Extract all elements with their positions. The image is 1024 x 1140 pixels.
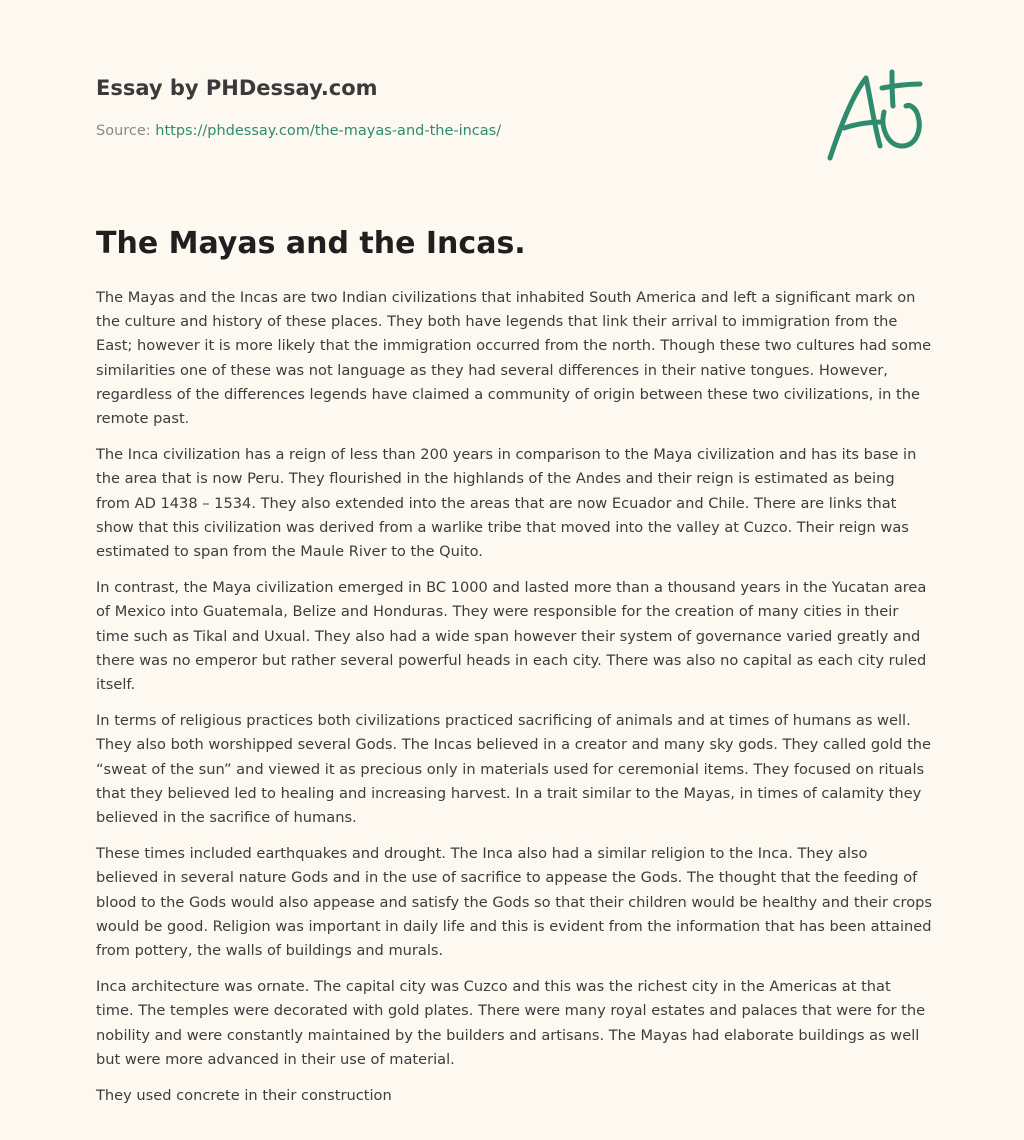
a-plus-logo-icon [822, 66, 932, 166]
essay-paragraph: In contrast, the Maya civilization emerged in BC 1000 and lasted more than a thousand years in the Yucatan area of Mexico into Guatemala, Belize and Honduras. They were responsible for the creation of many cities in their time such as Tikal and Uxual. They also had a wide span however their system of governance varied greatly and there was no emperor but rather several powerful heads in each city. There was also no capital as each city ruled itself. [96, 579, 927, 694]
essay-paragraph: These times included earthquakes and drought. The Inca also had a similar religion to the Inca. They also believed in several nature Gods and in the use of sacrifice to appease the Gods. The thought that the feeding of blood to the Gods would also appease and satisfy the Gods so that their children would be healthy and their crops would be good. Religion was important in daily life and this is evident from the information that has been attained from pottery, the walls of buildings and murals. [96, 845, 933, 960]
source-label: Source: [96, 123, 151, 139]
essay-body [96, 286, 932, 1120]
essay-paragraph: They used concrete in their construction [96, 1087, 392, 1105]
essay-title: The Mayas and the Incas. [96, 226, 526, 261]
essay-paragraph: In terms of religious practices both civilizations practiced sacrificing of animals and at times of humans as well. They also both worshipped several Gods. The Incas believed in a creator and many sky gods. They called gold the “sweat of the sun” and viewed it as precious only in materials used for ceremonial items. They focused on rituals that they believed led to healing and increasing harvest. In a trait similar to the Mayas, in times of calamity they believed in the sacrifice of humans. [96, 712, 932, 827]
a-plus-logo-graphic [822, 66, 932, 166]
essay-paragraph: The Inca civilization has a reign of less than 200 years in comparison to the Maya civilization and has its base in the area that is now Peru. They flourished in the highlands of the Andes and their reign is estimated as being from AD 1438 – 1534. They also extended into the areas that are now Ecuador and Chile. There are links that show that this civilization was derived from a warlike tribe that moved into the valley at Cuzco. Their reign was estimated to span from the Maule River to the Quito. [96, 446, 917, 561]
source-line [96, 123, 501, 139]
essay-paragraph: Inca architecture was ornate. The capital city was Cuzco and this was the richest city in the Americas at that time. The temples were decorated with gold plates. There were many royal estates and palaces that were for the nobility and were constantly maintained by the builders and artisans. The Mayas had elaborate buildings as well but were more advanced in their use of material. [96, 978, 926, 1068]
site-title: Essay by PHDessay.com [96, 76, 378, 100]
essay-paragraph: The Mayas and the Incas are two Indian civilizations that inhabited South America and left a significant mark on the culture and history of these places. They both have legends that link their arrival to immigration from the East; however it is more likely that the immigration occurred from the north. Though these two cultures had some similarities one of these was not language as they had several differences in their native tongues. However, regardless of the differences legends have claimed a community of origin between these two civilizations, in the remote past. [96, 289, 932, 428]
source-link[interactable]: https://phdessay.com/the-mayas-and-the-incas/ [155, 123, 502, 139]
